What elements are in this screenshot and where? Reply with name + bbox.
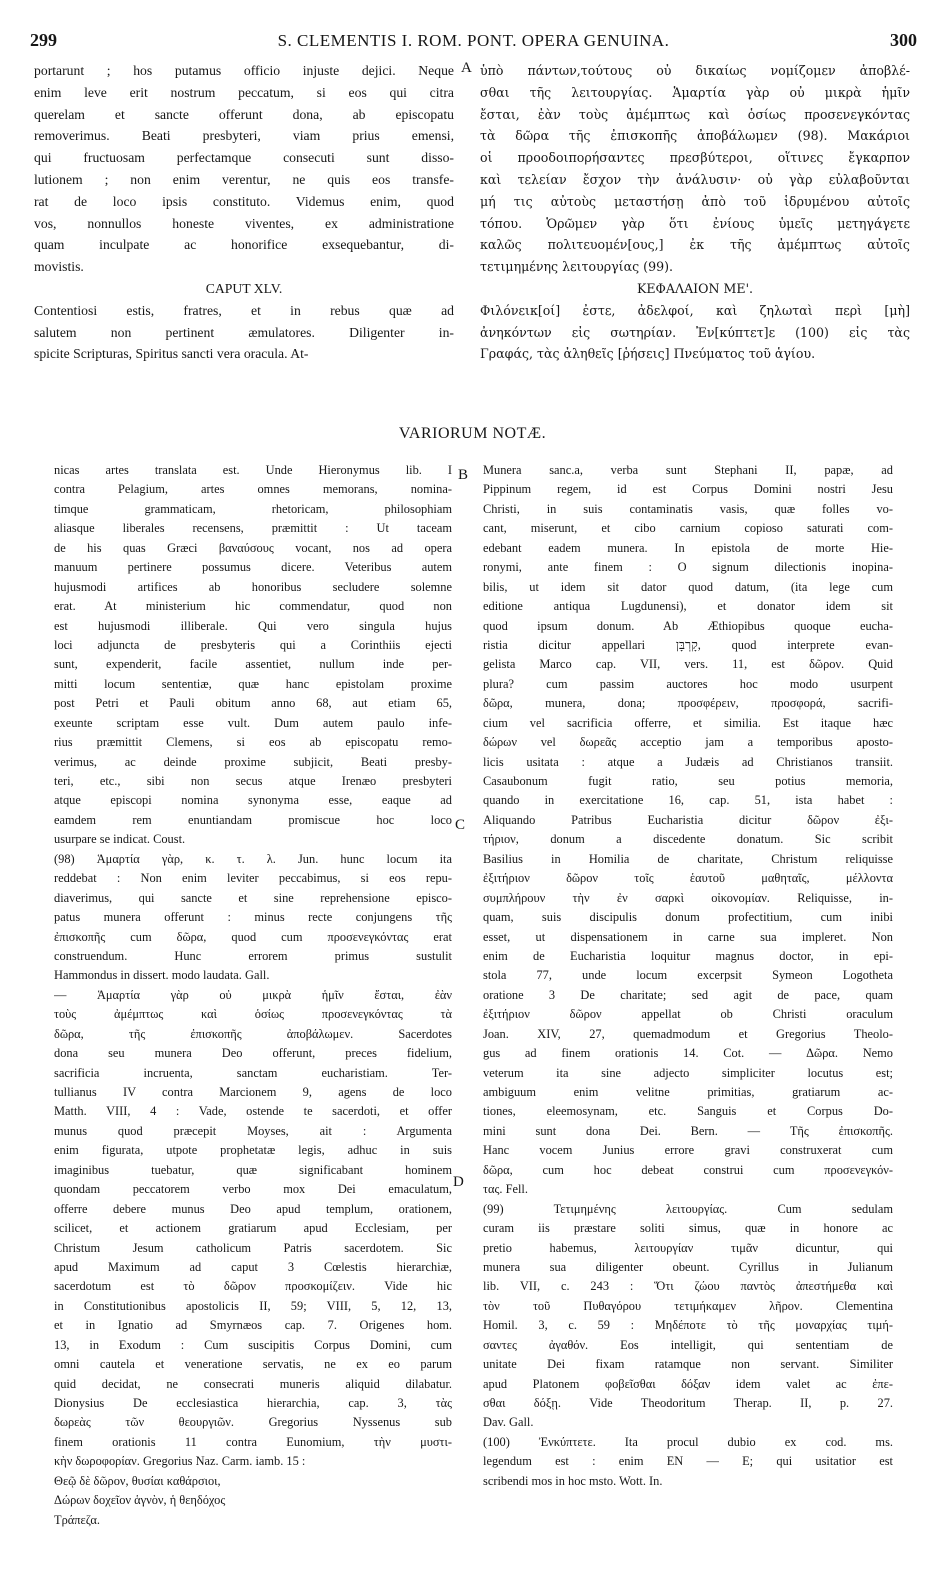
text-line: Dav. Gall. <box>483 1415 534 1430</box>
text-line: qui fructuosam perfectamque consecuti sunt disso- <box>34 150 454 166</box>
text-line: verimus, ac deinde proxime subjicit, Beati presby- <box>54 754 452 769</box>
text-line: manuum pertinere possumus dicere. Veteribus autem <box>54 560 452 575</box>
page-number-left: 299 <box>30 30 57 50</box>
text-line: τὸν τοῦ Πυθαγόρου τετιμήκαμεν λῆρον. Clementina <box>483 1298 893 1313</box>
text-line: τοὺς ἀμέμπτως καὶ ὁσίως προσενεγκόντας τὰ <box>54 1007 452 1022</box>
text-line: post Petri et Pauli obitum anno 68, aut etiam 65, <box>54 696 452 711</box>
text-line: patus munera offerunt : minus recte conjungens τῆς <box>54 910 452 925</box>
text-line: sacrificia incruenta, sanctam eucharistiam. Ter- <box>54 1065 452 1080</box>
text-line: δῶρα, munera, dona; προσφέρειν, προσφορά, sacrifi- <box>483 696 893 711</box>
text-line: τετιμημένης λειτουργίας (99). <box>480 259 674 275</box>
notes-right-column <box>483 461 893 1491</box>
text-line: Matth. VIII, 4 : Vade, ostende te sacerdoti, et offer <box>54 1104 452 1119</box>
text-line: Δώρων δοχεῖον ἁγνὸν, ἡ θεηδόχος <box>54 1493 226 1508</box>
text-line: quando in exercitatione 16, cap. 51, ista habet : <box>483 793 893 808</box>
text-line: licis usitata : atque a Judæis ad Christianos transiit. <box>483 754 893 769</box>
text-line: unitate Dei fixam ratamque non servant. Similiter <box>483 1357 893 1372</box>
text-line: enim figurata, utpote prophetatæ legis, adhuc in suis <box>54 1143 452 1158</box>
margin-letter-a: A <box>461 60 472 76</box>
text-line: plura? cum passim auctores hoc modo usurpent <box>483 676 893 691</box>
text-line: loci adjuncta de presbyteris qui a Corinthiis ejecti <box>54 637 452 652</box>
text-line: (99) Τετιμημένης λειτουργίας. Cum sedulam <box>483 1201 893 1216</box>
text-line: rius præmittit Clemens, si eos ab episcopatu remo- <box>54 735 452 750</box>
text-line: hujusmodi artifices ab honoribus secludere solemne <box>54 579 452 594</box>
text-line: vos, nonnullos honeste viventes, ex administratione <box>34 215 454 231</box>
text-line: (98) Ἁμαρτία γὰρ, κ. τ. λ. Jun. hunc locum ita <box>54 851 452 866</box>
text-line: ἐξιτήριον δῶρον τοῖς ἑαυτοῦ μαθηταῖς, μέλλοντα <box>483 871 893 886</box>
text-line: ἔσται, ἐὰν τοὺς ἀμέμπτως καὶ ὁσίως προσενεγκόντας <box>480 106 910 122</box>
text-line: tiones, eleemosynam, etc. Sanguis et Corpus Do- <box>483 1104 893 1119</box>
text-line: Θεῷ δὲ δῶρον, θυσίαι καθάρσιοι, <box>54 1473 221 1488</box>
text-line: imaginibus tuebatur, quæ significabant hominem <box>54 1162 452 1177</box>
text-line: enim de Eucharistia loquitur magnus doctor, in epi- <box>483 948 893 963</box>
text-line: καλῶς πολιτευομέν[ους,] ἐκ τῆς ἀμέμπτως αὐτοῖς <box>480 237 910 253</box>
text-line: querelam et sancte offerunt dona, ab episcopatu <box>34 106 454 122</box>
text-line: diaverimus, qui sancte et sine reprehensione episco- <box>54 890 452 905</box>
text-line: Joan. XIV, 27, quemadmodum et Gregorius Theolo- <box>483 1026 893 1041</box>
text-line: quod ipsum donum. Ab Æthiopibus quoque eucha- <box>483 618 893 633</box>
text-line: eamdem rem enuntiandam promiscue hoc loco <box>54 812 452 827</box>
text-line: Φιλόνεικ[οί] ἐστε, ἀδελφοί, καὶ ζηλωταὶ περὶ [μὴ] <box>480 302 910 318</box>
text-line: et in Ignatio ad Smyrnæos cap. 7. Origenes hom. <box>54 1318 452 1333</box>
text-line: editione antiqua Lugdunensi), et donator idem sit <box>483 599 893 614</box>
text-line: in Constitutionibus apostolicis II, 59; VIII, 5, 12, 13, <box>54 1298 452 1313</box>
text-line: tullianus IV contra Marcionem 9, agens de loco <box>54 1085 452 1099</box>
text-line: erat. At ministerium hic commendatur, quod non <box>54 599 452 614</box>
text-line: usurpare se indicat. Coust. <box>54 832 186 847</box>
text-line: CAPUT XLV. <box>205 280 283 296</box>
latin-text-column <box>34 60 454 365</box>
greek-text-column <box>480 60 910 365</box>
text-line: Christum Jesum catholicum Patris sacerdotem. Sic <box>54 1240 452 1255</box>
text-line: mitti locum sententiæ, quæ hanc epistolam proxime <box>54 676 452 691</box>
text-line: quam, suis discipulis donum profectitium, cum inibi <box>483 910 893 925</box>
text-line: Hammondus in dissert. modo laudata. Gall. <box>54 968 270 983</box>
text-line: timque grammaticam, rhetoricam, philosophiam <box>54 501 452 516</box>
text-line: legendum est : enim EN — E; qui usitatior est <box>483 1454 893 1469</box>
text-line: gus ad finem orationis 14. Cot. — Δῶρα. Nemo <box>483 1046 893 1061</box>
text-line: quondam peccatorem verbo mox Dei emaculatum, <box>54 1182 452 1197</box>
page-number-right: 300 <box>890 30 917 50</box>
text-line: ronymi, ante finem : O signum dilectionis inopina- <box>483 560 893 575</box>
text-line: omni cautela et veneratione servatis, ne ex eo parum <box>54 1357 452 1372</box>
text-line: exeunte scriptam esse vult. Dum autem paulo infe- <box>54 715 452 730</box>
text-line: mini sunt dona Dei. Bern. — Τῆς ἐπισκοπῆς. <box>483 1123 893 1138</box>
text-line: συμπλήρουν τὴν ἐν σαρκὶ οἰκονομίαν. Reliquisse, in- <box>483 890 893 905</box>
text-line: ἐξιτήριον δῶρον appellat ob Christi oraculum <box>483 1007 893 1022</box>
text-line: ἀνηκόντων εἰς σωτηρίαν. Ἐν[κύπτετ]ε (100) εἰς τὰς <box>480 324 910 340</box>
text-line: ἐπισκοπῆς cum δῶρα, quod cum προσενεγκόντας erat <box>54 929 452 944</box>
text-line: atque episcopi nomina synonyma esse, eaque ad <box>54 793 452 808</box>
text-line: est hujusmodi illiberale. Qui vero singula hujus <box>54 618 452 633</box>
text-line: Homil. 3, c. 59 : Μηδέποτε τὸ τῆς μοναρχίας τιμή- <box>483 1318 893 1333</box>
text-line: scribendi mos in hoc msto. Wott. In. <box>483 1473 663 1488</box>
text-line: Γραφάς, τὰς ἀληθεῖς [ῥήσεις] Πνεύματος τοῦ ἁγίου. <box>480 346 816 362</box>
text-line: τας. Fell. <box>483 1182 528 1197</box>
margin-letter-c: C <box>455 817 466 833</box>
text-line: curam iis præstare soliti simus, quæ in honore ac <box>483 1221 893 1236</box>
text-line: σθαι δόξῃ. Vide Theodoritum Therap. II, p. 27. <box>483 1396 893 1410</box>
text-line: σαντες ἀγαθόν. Eos intelligit, qui sententiam de <box>483 1337 893 1352</box>
running-title: S. CLEMENTIS I. ROM. PONT. OPERA GENUINA. <box>277 31 670 50</box>
text-line: Pippinum regem, id est Corpus Domini nostri Jesu <box>483 482 893 497</box>
text-line: edebant eadem munera. In epistola de morte Hie- <box>483 540 893 555</box>
text-line: cant, miserunt, et cibo carnium copioso saturati com- <box>483 521 893 536</box>
text-line: apud Platonem φοβεῖσθαι δόξαν idem valet ac ἐπε- <box>483 1376 893 1391</box>
text-line: 13, in Exodum : Cum suscipitis Corpus Domini, cum <box>54 1337 452 1352</box>
text-line: lutionem ; non enim verentur, ne quis eos transfe- <box>34 171 454 187</box>
text-line: spicite Scripturas, Spiritus sancti vera oracula. At- <box>34 346 309 362</box>
text-line: finem orationis 11 contra Eunomium, τὴν μυστι- <box>54 1434 452 1449</box>
text-line: quid decidat, ne consecrati muneris aliquid dilabatur. <box>54 1376 452 1391</box>
text-line: lib. VII, c. 243 : Ὅτι ζώου παντὸς ἀπεστήμεθα καὶ <box>483 1279 893 1294</box>
text-line: τόπου. Ὁρῶμεν γὰρ ὅτι ἐνίους ὑμεῖς μετηγάγετε <box>480 215 910 231</box>
text-line: munera sua diligenter obeunt. Cyrillus in Julianum <box>483 1259 893 1274</box>
text-line: portarunt ; hos putamus officio injuste dejici. Neque <box>34 63 454 78</box>
text-line: contra Pelagium, artes omnes memorans, nomina- <box>54 482 452 497</box>
text-line: dona seu munera Deo offerunt, preces fidelium, <box>54 1046 452 1061</box>
text-line: ΚΕΦΑΛΑΙΟΝ ΜΕ'. <box>636 280 754 296</box>
text-line: Dionysius De ecclesiastica hierarchia, cap. 3, τὰς <box>54 1396 452 1410</box>
text-line: esset, ut dispensationem in carne sua impleret. Non <box>483 929 893 944</box>
text-line: δῶρα, cum hoc debeat construi cum προσενεγκόν- <box>483 1162 893 1177</box>
text-line: δωρεὰς τῶν θεουργιῶν. Gregorius Nyssenus sub <box>54 1415 452 1430</box>
text-line: stola 77, unde locum excerpsit Symeon Logotheta <box>483 968 893 983</box>
text-line: rat de loco ipsis constituto. Videmus enim, quod <box>34 193 454 209</box>
text-line: cium vel sacrificia offerre, et similia. Est itaque hæc <box>483 715 893 730</box>
text-line: Casaubonum fugit ratio, seu potius memoria, <box>483 774 893 788</box>
text-line: movistis. <box>34 259 84 275</box>
text-line: enim leve erit nostrum peccatum, si eos qui citra <box>34 84 454 100</box>
text-line: τὰ δῶρα τῆς ἐπισκοπῆς ἀποβάλωμεν (98). Μακάριοι <box>480 128 910 144</box>
text-line: offerre debere munus Deo apud templum, orationem, <box>54 1201 452 1216</box>
text-line: μή τις αὐτοὺς μεταστήσῃ ἀπὸ τοῦ ἱδρυμένου αὐτοῖς <box>480 193 910 209</box>
text-line: quam inculpate ac honorifice exsequebantur, di- <box>34 237 454 253</box>
text-line: construendum. Hunc errorem primus sustulit <box>54 948 452 963</box>
text-line: removerimus. Beati presbyteri, viam prius emensi, <box>34 128 454 144</box>
text-line: Basilius in Homilia de charitate, Christum reliquisse <box>483 851 893 866</box>
text-line: τήριον, donum a discedente donatum. Sic scribit <box>483 832 893 847</box>
text-line: gelista Marco cap. VII, vers. 11, est δῶρον. Quid <box>483 657 893 672</box>
margin-letter-b: B <box>458 467 469 483</box>
text-line: oratione 3 De charitate; sed agit de pace, quam <box>483 987 893 1002</box>
text-line: ὑπὸ πάντων,τούτους οὐ δικαίως νομίζομεν ἀποβλέ- <box>480 63 910 78</box>
text-line: bilis, ut idem sit dator quod datum, (ita lege cum <box>483 579 893 594</box>
text-line: nicas artes translata est. Unde Hieronymus lib. I <box>54 463 452 477</box>
notes-left-column <box>54 461 452 1530</box>
text-line: δώρων vel δωρεᾶς acceptio jam a temporibus aposto- <box>483 735 893 750</box>
text-line: reddebat : Non enim leviter peccabimus, si eos repu- <box>54 871 452 886</box>
text-line: ambiguum enim velitne primitias, gratiarum ac- <box>483 1085 893 1099</box>
text-line: munus quod præcepit Moyses, ait : Argumenta <box>54 1123 452 1138</box>
text-line: teri, etc., sibi non secus atque Irenæo presbyteri <box>54 774 452 788</box>
text-line: (100) Ἐνκύπτετε. Ita procul dubio ex cod. ms. <box>483 1434 893 1449</box>
margin-letter-d: D <box>453 1174 464 1190</box>
text-line: pretio habemus, λειτουργίαν τιμᾶν dicuntur, qui <box>483 1240 893 1255</box>
text-line: de his quas Græci βαναύσους vocant, nos ad opera <box>54 540 452 555</box>
text-line: Christi, in suis contaminatis vasis, quæ folles vo- <box>483 501 893 516</box>
text-line: σθαι τῆς λειτουργίας. Ἁμαρτία γὰρ οὐ μικρὰ ἡμῖν <box>480 84 910 100</box>
text-line: — Ἁμαρτία γὰρ οὐ μικρὰ ἡμῖν ἔσται, ἐὰν <box>54 987 452 1002</box>
text-line: Contentiosi estis, fratres, et in rebus quæ ad <box>34 302 454 318</box>
text-line: Hanc vocem Junius errore gravi construxerat cum <box>483 1143 893 1158</box>
text-line: sunt, expenderit, facile assentiet, nullum inde per- <box>54 657 452 672</box>
text-line: salutem non pertinent æmulatores. Diligenter in- <box>34 324 454 340</box>
text-line: aliasque liberales recensens, præmittit : Ut taceam <box>54 521 452 536</box>
text-line: οἱ προοδοιπορήσαντες πρεσβύτεροι, οἵτινες ἔγκαρπον <box>480 150 910 166</box>
text-line: scilicet, et actionem gratiarum apud Ecclesiam, per <box>54 1221 452 1236</box>
text-line: apud Maximum ad caput 3 Cœlestis hierarchiæ, <box>54 1259 452 1274</box>
text-line: Aliquando Patribus Eucharistia dicitur δῶρον ἐξι- <box>483 812 893 827</box>
text-line: sacerdotum est τὸ δῶρον προσκομίζειν. Vide hic <box>54 1279 452 1294</box>
notes-heading: VARIORUM NOTÆ. <box>398 425 547 442</box>
text-line: Munera sanc.a, verba sunt Stephani II, papæ, ad <box>483 463 893 477</box>
running-head <box>30 30 917 54</box>
text-line: Τράπεζα. <box>54 1512 100 1527</box>
text-line: δῶρα, τῆς ἐπισκοπῆς ἀποβάλωμεν. Sacerdotes <box>54 1026 452 1041</box>
text-line: καὶ τελείαν ἔσχον τὴν ἀνάλυσιν· οὐ γὰρ εὐλαβοῦνται <box>480 171 910 187</box>
text-line: κὴν δωροφορίαν. Gregorius Naz. Carm. iamb. 15 : <box>54 1454 306 1469</box>
text-line: veterum ita sine adjecto simpliciter locutus est; <box>483 1065 893 1080</box>
text-line: ristia dicitur appellari קָרְבָּן, quod interprete evan- <box>483 637 893 652</box>
